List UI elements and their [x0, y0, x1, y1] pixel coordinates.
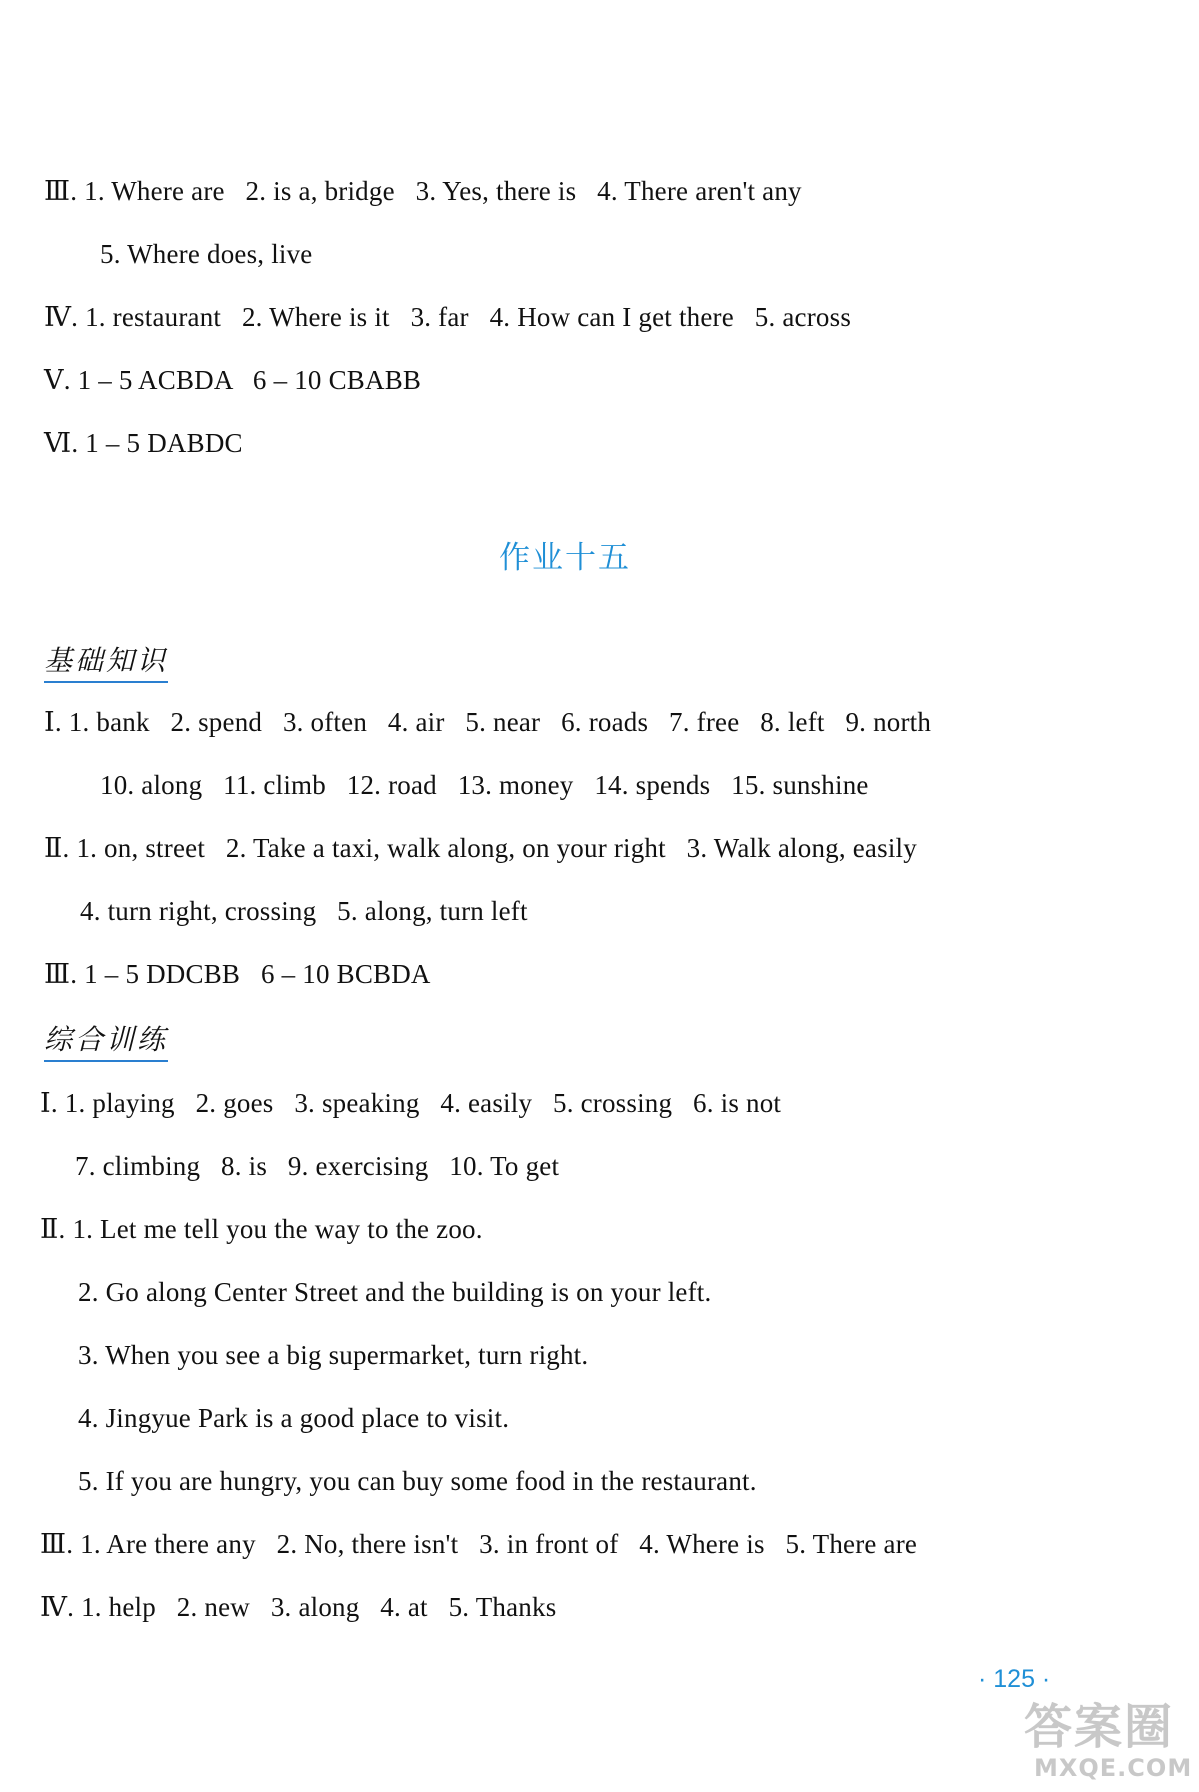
answer-line-17: 5. If you are hungry, you can buy some food in the restaurant.	[78, 1466, 757, 1496]
answer-line-6: Ⅰ. 1. bank 2. spend 3. often 4. air 5. near 6. roads 7. free 8. left 9. north	[44, 707, 932, 737]
answer-line-8: Ⅱ. 1. on, street 2. Take a taxi, walk along, on your right 3. Walk along, easily	[44, 833, 917, 863]
answer-line-12: 7. climbing 8. is 9. exercising 10. To get	[75, 1151, 560, 1181]
answer-line-2: 5. Where does, live	[100, 239, 313, 269]
answer-line-1: Ⅲ. 1. Where are 2. is a, bridge 3. Yes, there is 4. There aren't any	[44, 176, 802, 206]
section-heading-comprehensive: 综合训练	[44, 1024, 168, 1062]
answer-line-19: Ⅳ. 1. help 2. new 3. along 4. at 5. Thanks	[40, 1592, 557, 1622]
watermark-main-text: 答案圈	[1024, 1699, 1175, 1755]
answer-line-3: Ⅳ. 1. restaurant 2. Where is it 3. far 4. How can I get there 5. across	[44, 302, 852, 332]
page-number: · 125 ·	[978, 1665, 1051, 1693]
answer-line-9: 4. turn right, crossing 5. along, turn left	[80, 896, 528, 926]
answer-line-18: Ⅲ. 1. Are there any 2. No, there isn't 3. in front of 4. Where is 5. There are	[40, 1529, 918, 1559]
answer-line-7: 10. along 11. climb 12. road 13. money 14. spends 15. sunshine	[100, 770, 869, 800]
answer-line-13: Ⅱ. 1. Let me tell you the way to the zoo.	[40, 1214, 483, 1244]
answer-line-10: Ⅲ. 1 – 5 DDCBB 6 – 10 BCBDA	[44, 959, 431, 989]
answer-line-11: Ⅰ. 1. playing 2. goes 3. speaking 4. easily 5. crossing 6. is not	[40, 1088, 782, 1118]
answer-line-16: 4. Jingyue Park is a good place to visit.	[78, 1403, 510, 1433]
answer-line-15: 3. When you see a big supermarket, turn right.	[78, 1340, 589, 1370]
section-heading-basic: 基础知识	[44, 645, 168, 683]
answer-line-5: Ⅵ. 1 – 5 DABDC	[44, 428, 243, 458]
watermark-logo	[1020, 1688, 1193, 1788]
answer-line-14: 2. Go along Center Street and the building is on your left.	[78, 1277, 712, 1307]
page-title: 作业十五	[499, 540, 631, 576]
answer-line-4: Ⅴ. 1 – 5 ACBDA 6 – 10 CBABB	[44, 365, 422, 395]
watermark-url-text: MXQE.COM	[1034, 1754, 1193, 1782]
